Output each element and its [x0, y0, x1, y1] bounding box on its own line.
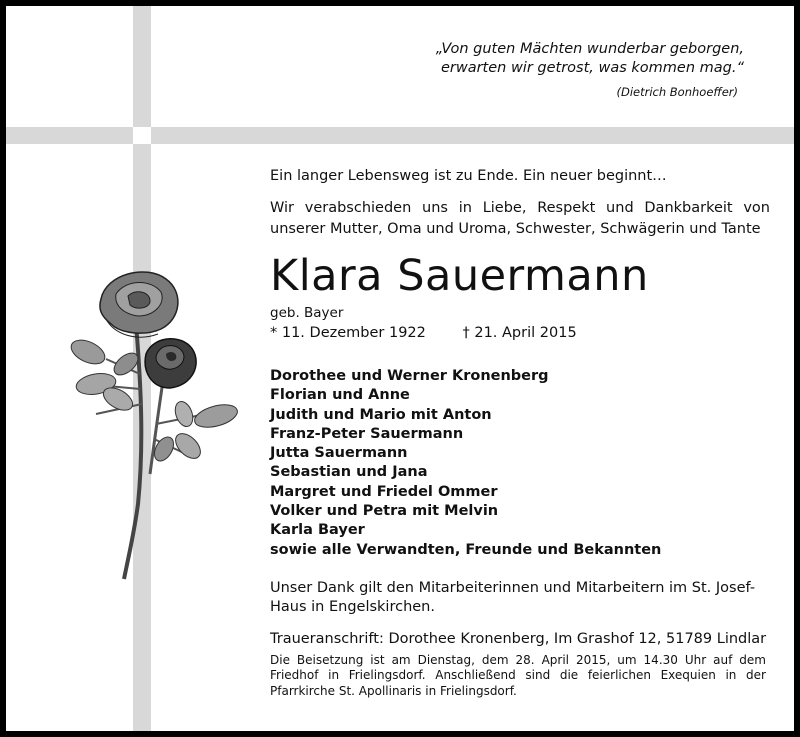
maiden-name: geb. Bayer: [270, 305, 344, 321]
quote-line-2: erwarten wir getrost, was kommen mag.“: [440, 60, 744, 76]
mourner-item: Dorothee und Werner Kronenberg: [270, 368, 549, 384]
death-date: † 21. April 2015: [462, 325, 577, 341]
intro-text: Ein langer Lebensweg ist zu Ende. Ein neuer beginnt…: [270, 168, 667, 184]
mourner-item: Sebastian und Jana: [270, 464, 428, 481]
rose-icon: [66, 264, 246, 584]
mourner-item: Franz-Peter Sauermann: [270, 425, 464, 442]
birth-date: * 11. Dezember 1922: [270, 325, 426, 341]
main-text: [270, 166, 770, 699]
quote: [324, 40, 744, 78]
mourner-item: Margret und Friedel Ommer: [270, 483, 498, 500]
cross-center: [133, 127, 151, 144]
mourner-item: Florian und Anne: [270, 387, 410, 404]
funeral-info: Die Beisetzung ist am Dienstag, dem 28. April 2015, um 14.30 Uhr auf dem Friedhof in Frielingsdorf. Anschließend sind die feierlichen Exequien in der Pfarrkirche St. Apollinaris in Frielingsdorf.: [270, 652, 766, 698]
mourner-item: sowie alle Verwandten, Freunde und Bekannten: [270, 541, 662, 558]
quote-line-1: „Von guten Mächten wunderbar geborgen,: [435, 41, 744, 57]
thanks-text: Unser Dank gilt den Mitarbeiterinnen und Mitarbeitern im St. Josef-Haus in Engelskirchen.: [270, 579, 756, 615]
mourner-item: Judith und Mario mit Anton: [270, 406, 492, 423]
deceased-name: Klara Sauermann: [270, 251, 649, 301]
mourners-list: [270, 367, 770, 560]
mourner-item: Jutta Sauermann: [270, 445, 408, 462]
quote-author: (Dietrich Bonhoeffer): [616, 85, 738, 99]
mourner-item: Karla Bayer: [270, 522, 365, 539]
farewell-text: Wir verabschieden uns in Liebe, Respekt und Dankbarkeit von unserer Mutter, Oma und Uroma, Schwester, Schwägerin und Tante: [270, 200, 770, 237]
mourning-address: Traueranschrift: Dorothee Kronenberg, Im Grashof 12, 51789 Lindlar: [270, 630, 767, 647]
mourner-item: Volker und Petra mit Melvin: [270, 503, 499, 520]
cross-horizontal-bar: [6, 127, 800, 144]
life-dates: [270, 324, 770, 343]
